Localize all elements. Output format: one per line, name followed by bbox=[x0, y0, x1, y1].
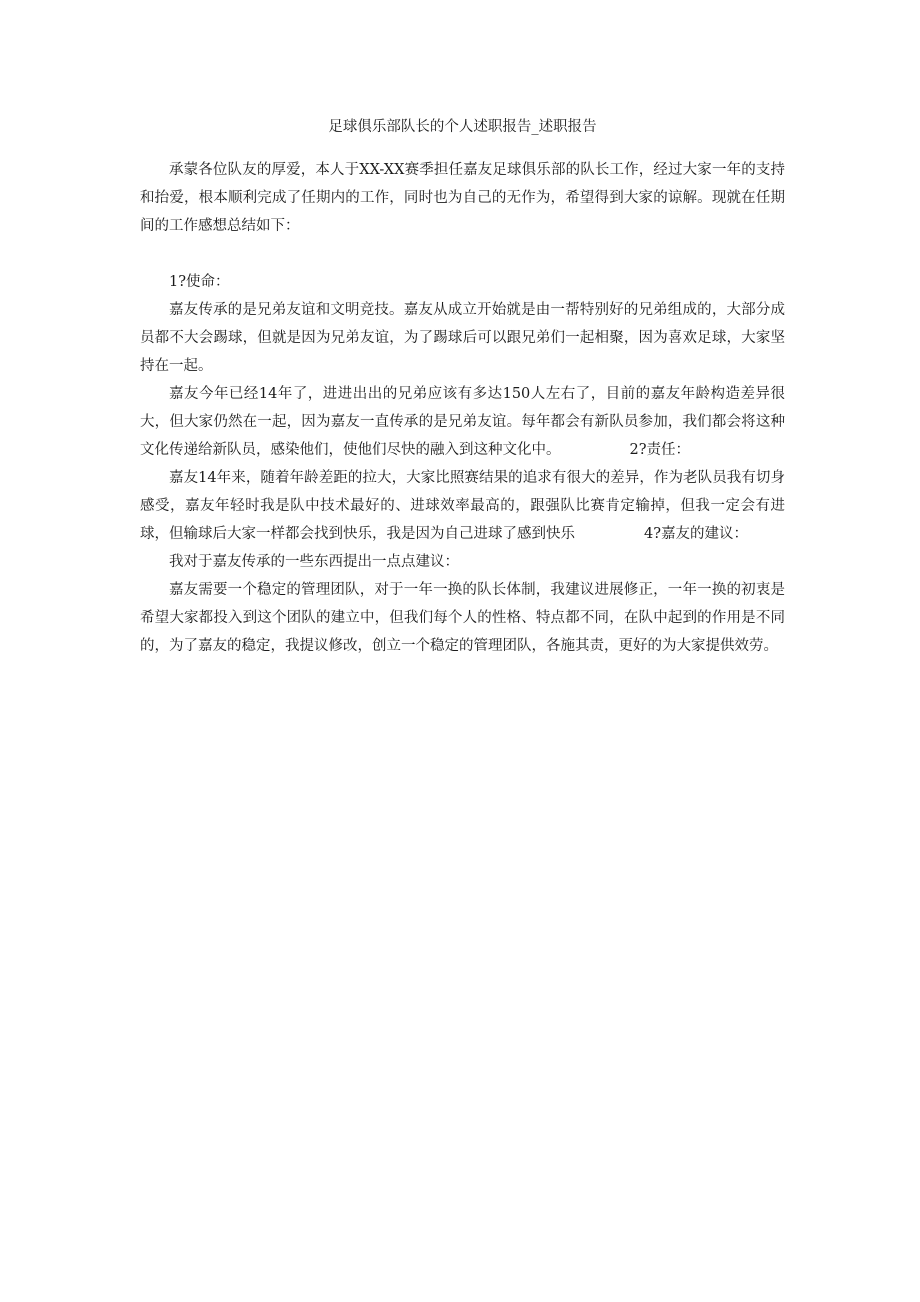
section-1-paragraph-2 bbox=[140, 380, 785, 464]
blank-line bbox=[140, 240, 785, 268]
section-2-paragraph-1 bbox=[140, 464, 785, 548]
section-2-paragraph-1-text: 嘉友14年来，随着年龄差距的拉大，大家比照赛结果的追求有很大的差异，作为老队员我有切身感受，嘉友年轻时我是队中技术最好的、进球效率最高的，跟强队比赛肯定输掉，但我一定会有进球，但输球后大家一样都会找到快乐，我是因为自己进球了感到快乐 bbox=[140, 470, 785, 542]
section-4-paragraph-1: 我对于嘉友传承的一些东西提出一点点建议： bbox=[169, 554, 459, 570]
page-title: 足球俱乐部队长的个人述职报告_述职报告 bbox=[328, 119, 597, 135]
document-body bbox=[140, 156, 785, 660]
section-1-heading: 1?使命： bbox=[169, 274, 230, 290]
section-4-paragraph-2: 嘉友需要一个稳定的管理团队，对于一年一换的队长体制，我建议进展修正，一年一换的初衷是希望大家都投入到这个团队的建立中，但我们每个人的性格、特点都不同，在队中起到的作用是不同的，为了嘉友的稳定，我提议修改，创立一个稳定的管理团队，各施其责，更好的为大家提供效劳。 bbox=[140, 582, 785, 654]
intro-paragraph: 承蒙各位队友的厚爱，本人于XX-XX赛季担任嘉友足球俱乐部的队长工作，经过大家一年的支持和抬爱，根本顺利完成了任期内的工作，同时也为自己的无作为，希望得到大家的谅解。现就在任期间的工作感想总结如下： bbox=[140, 162, 785, 234]
section-2-heading: 2?责任： bbox=[629, 442, 690, 458]
section-1-paragraph-2-text: 嘉友今年已经14年了，进进出出的兄弟应该有多达150人左右了，目前的嘉友年龄构造差异很大，但大家仍然在一起，因为嘉友一直传承的是兄弟友谊。每年都会有新队员参加，我们都会将这种文化传递给新队员，感染他们，使他们尽快的融入到这种文化中。 bbox=[140, 386, 785, 458]
section-4-heading: 4?嘉友的建议： bbox=[644, 526, 748, 542]
section-1-paragraph-1: 嘉友传承的是兄弟友谊和文明竞技。嘉友从成立开始就是由一帮特别好的兄弟组成的，大部分成员都不大会踢球，但就是因为兄弟友谊，为了踢球后可以跟兄弟们一起相聚，因为喜欢足球，大家坚持在一起。 bbox=[140, 302, 785, 374]
